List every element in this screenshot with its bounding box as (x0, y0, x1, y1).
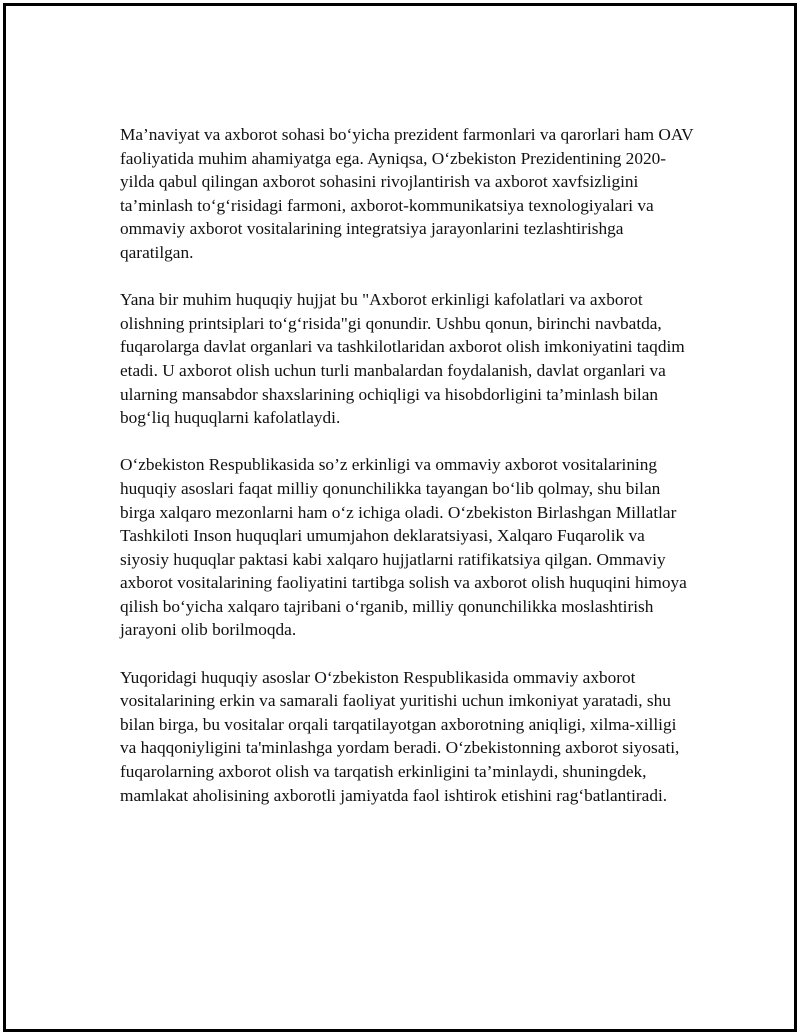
document-body (120, 123, 695, 831)
paragraph-1: Ma’naviyat va axborot sohasi bo‘yicha prezident farmonlari va qarorlari ham OAV faoliyatida muhim ahamiyatga ega. Ayniqsa, O‘zbekiston Prezidentining 2020-yilda qabul qilingan axborot sohasini rivojlantirish va axborot xavfsizligini ta’minlash to‘g‘risidagi farmoni, axborot-kommunikatsiya texnologiyalari va ommaviy axborot vositalarining integratsiya jarayonlarini tezlashtirishga qaratilgan. (120, 125, 694, 262)
paragraph-4: Yuqoridagi huquqiy asoslar O‘zbekiston Respublikasida ommaviy axborot vositalarining erkin va samarali faoliyat yuritishi uchun imkoniyat yaratadi, shu bilan birga, bu vositalar orqali tarqatilayotgan axborotning aniqligi, xilma-xilligi va haqqoniyligini ta'minlashga yordam beradi. O‘zbekistonning axborot siyosati, fuqarolarning axborot olish va tarqatish erkinligini ta’minlaydi, shuningdek, mamlakat aholisining axborotli jamiyatda faol ishtirok etishini rag‘batlantiradi. (120, 667, 680, 805)
page-frame (3, 3, 797, 1032)
paragraph-2: Yana bir muhim huquqiy hujjat bu "Axborot erkinligi kafolatlari va axborot olishning printsiplari to‘g‘risida"gi qonundir. Ushbu qonun, birinchi navbatda, fuqarolarga davlat organlari va tashkilotlaridan axborot olish imkoniyatini taqdim etadi. U axborot olish uchun turli manbalardan foydalanish, davlat organlari va ularning mansabdor shaxslarining ochiqligi va hisobdorligini ta’minlash bilan bog‘liq huquqlarni kafolatlaydi. (120, 290, 685, 428)
paragraph-3: O‘zbekiston Respublikasida so’z erkinligi va ommaviy axborot vositalarining huquqiy asoslari faqat milliy qonunchilikka tayangan bo‘lib qolmay, shu bilan birga xalqaro mezonlarni ham o‘z ichiga oladi. O‘zbekiston Birlashgan Millatlar Tashkiloti Inson huquqlari umumjahon deklaratsiyasi, Xalqaro Fuqarolik va siyosiy huquqlar paktasi kabi xalqaro hujjatlarni ratifikatsiya qilgan. Ommaviy axborot vositalarining faoliyatini tartibga solish va axborot olish huquqini himoya qilish bo‘yicha xalqaro tajribani o‘rganib, milliy qonunchilikka moslashtirish jarayoni olib borilmoqda. (120, 455, 687, 640)
